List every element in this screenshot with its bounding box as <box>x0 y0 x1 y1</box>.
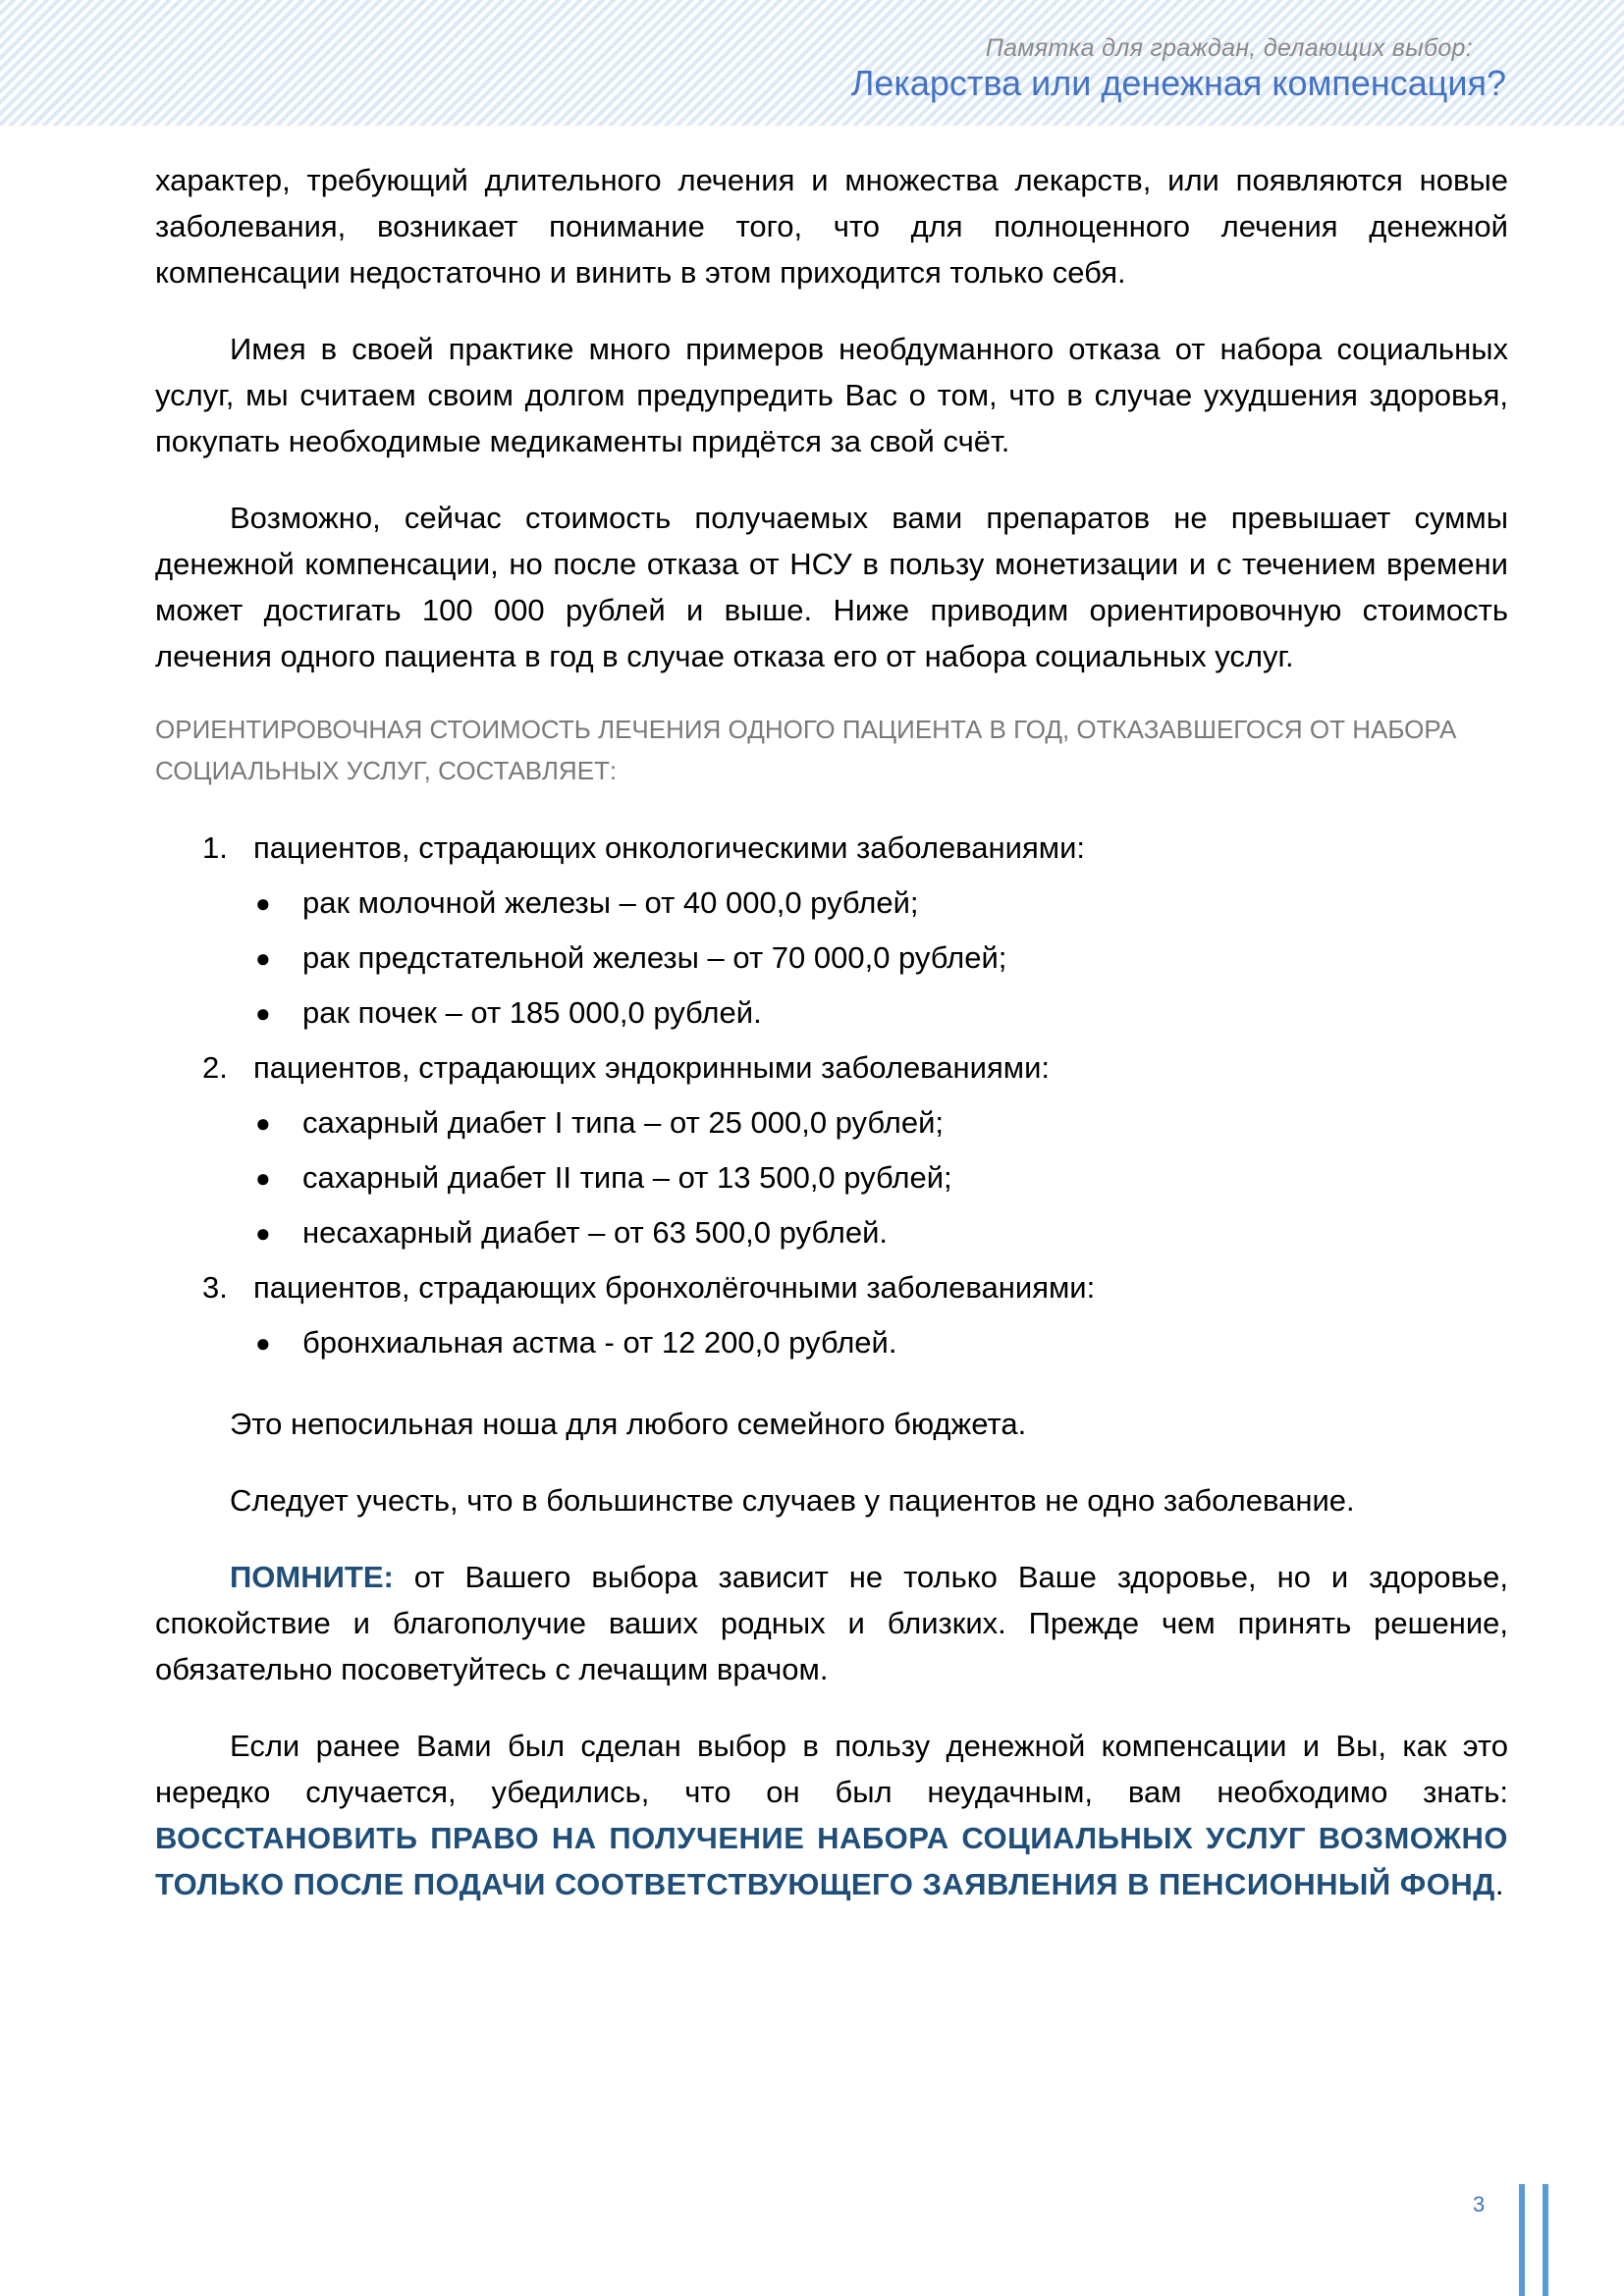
cost-section-heading: ОРИЕНТИРОВОЧНАЯ СТОИМОСТЬ ЛЕЧЕНИЯ ОДНОГО ПАЦИЕНТА В ГОД, ОТКАЗАВШЕГОСЯ ОТ НАБОРА СОЦИАЛЬНЫХ УСЛУГ, СОСТАВЛЯЕТ: <box>155 715 1457 785</box>
sub-list <box>253 1315 1508 1370</box>
category-label: пациентов, страдающих бронхолёгочными заболеваниями: <box>253 1270 1096 1305</box>
list-item <box>253 876 1508 931</box>
item-text: рак почек – от 185 000,0 рублей. <box>302 995 762 1030</box>
cost-category-endocrine <box>155 1041 1508 1260</box>
restore-text: Если ранее Вами был сделан выбор в пользу денежной компенсации и Вы, как это нередко случается, убедились, что он был неудачным, вам необходимо знать: <box>155 1729 1508 1809</box>
list-item <box>253 1150 1508 1205</box>
bullet-icon: ● <box>255 1328 271 1358</box>
cost-category-bronchopulmonary <box>155 1260 1508 1370</box>
paragraph-continuation: характер, требующий длительного лечения и множества лекарств, или появляются новые заболевания, возникает понимание того, что для полноценного лечения денежной компенсации недостаточно и винить в этом приходится только себя. <box>155 163 1508 290</box>
restore-emphasis: ВОССТАНОВИТЬ ПРАВО НА ПОЛУЧЕНИЕ НАБОРА СОЦИАЛЬНЫХ УСЛУГ ВОЗМОЖНО ТОЛЬКО ПОСЛЕ ПОДАЧИ СООТВЕТСТВУЮЩЕГО ЗАЯВЛЕНИЯ В ПЕНСИОННЫЙ ФОНД <box>155 1821 1508 1901</box>
remember-text: от Вашего выбора зависит не только Ваше здоровье, но и здоровье, спокойствие и благополучие ваших родных и близких. Прежде чем принять решение, обязательно посоветуйтесь с лечащим врачом. <box>155 1560 1508 1686</box>
item-text: рак молочной железы – от 40 000,0 рублей; <box>302 885 919 920</box>
bullet-icon: ● <box>255 998 271 1028</box>
item-text: несахарный диабет – от 63 500,0 рублей. <box>302 1215 889 1250</box>
page-number: 3 <box>1473 2192 1486 2216</box>
list-item <box>253 986 1508 1041</box>
category-label: пациентов, страдающих эндокринными заболеваниями: <box>253 1050 1051 1085</box>
item-text: рак предстательной железы – от 70 000,0 рублей; <box>302 940 1007 975</box>
list-item <box>253 1205 1508 1260</box>
category-label: пациентов, страдающих онкологическими заболеваниями: <box>253 830 1086 865</box>
list-item <box>253 1315 1508 1370</box>
paragraph-warning: Имея в своей практике много примеров необдуманного отказа от набора социальных услуг, мы считаем своим долгом предупредить Вас о том, что в случае ухудшения здоровья, покупать необходимые медикаменты придётся за свой счёт. <box>155 332 1508 458</box>
sub-list <box>253 1095 1508 1260</box>
cost-list <box>155 821 1508 1370</box>
list-item <box>253 931 1508 986</box>
item-text: бронхиальная астма - от 12 200,0 рублей. <box>302 1325 897 1360</box>
paragraph-restore-right <box>155 1723 1508 1907</box>
paragraph-burden: Это непосильная ноша для любого семейного бюджета. <box>230 1407 1027 1441</box>
bullet-icon: ● <box>255 1108 271 1138</box>
sub-list <box>253 876 1508 1041</box>
restore-end: . <box>1494 1867 1504 1901</box>
paragraph-remember <box>155 1554 1508 1692</box>
header-subtitle: Памятка для граждан, делающих выбор: <box>985 34 1473 62</box>
list-item <box>253 1095 1508 1150</box>
item-text: сахарный диабет I типа – от 25 000,0 рублей; <box>302 1105 945 1140</box>
list-number: 2. <box>202 1050 228 1085</box>
list-number: 3. <box>202 1270 228 1305</box>
bullet-icon: ● <box>255 943 271 973</box>
remember-label: ПОМНИТЕ: <box>230 1560 394 1594</box>
bullet-icon: ● <box>255 1218 271 1248</box>
bullet-icon: ● <box>255 1163 271 1193</box>
bullet-icon: ● <box>255 888 271 918</box>
header-band <box>0 0 1624 126</box>
item-text: сахарный диабет II типа – от 13 500,0 рублей; <box>302 1160 952 1195</box>
footer-decorative-line <box>1543 2184 1548 2296</box>
cost-category-oncology <box>155 821 1508 1041</box>
list-number: 1. <box>202 830 228 865</box>
paragraph-cost-intro: Возможно, сейчас стоимость получаемых вами препаратов не превышает суммы денежной компенсации, но после отказа от НСУ в пользу монетизации и с течением времени может достигать 100 000 рублей и выше. Ниже приводим ориентировочную стоимость лечения одного пациента в год в случае отказа его от набора социальных услуг. <box>155 501 1508 673</box>
paragraph-multiple-diseases: Следует учесть, что в большинстве случаев у пациентов не одно заболевание. <box>230 1483 1355 1518</box>
footer-decorative-line <box>1519 2184 1525 2296</box>
header-title: Лекарства или денежная компенсация? <box>850 63 1506 103</box>
page-content <box>155 157 1508 1907</box>
